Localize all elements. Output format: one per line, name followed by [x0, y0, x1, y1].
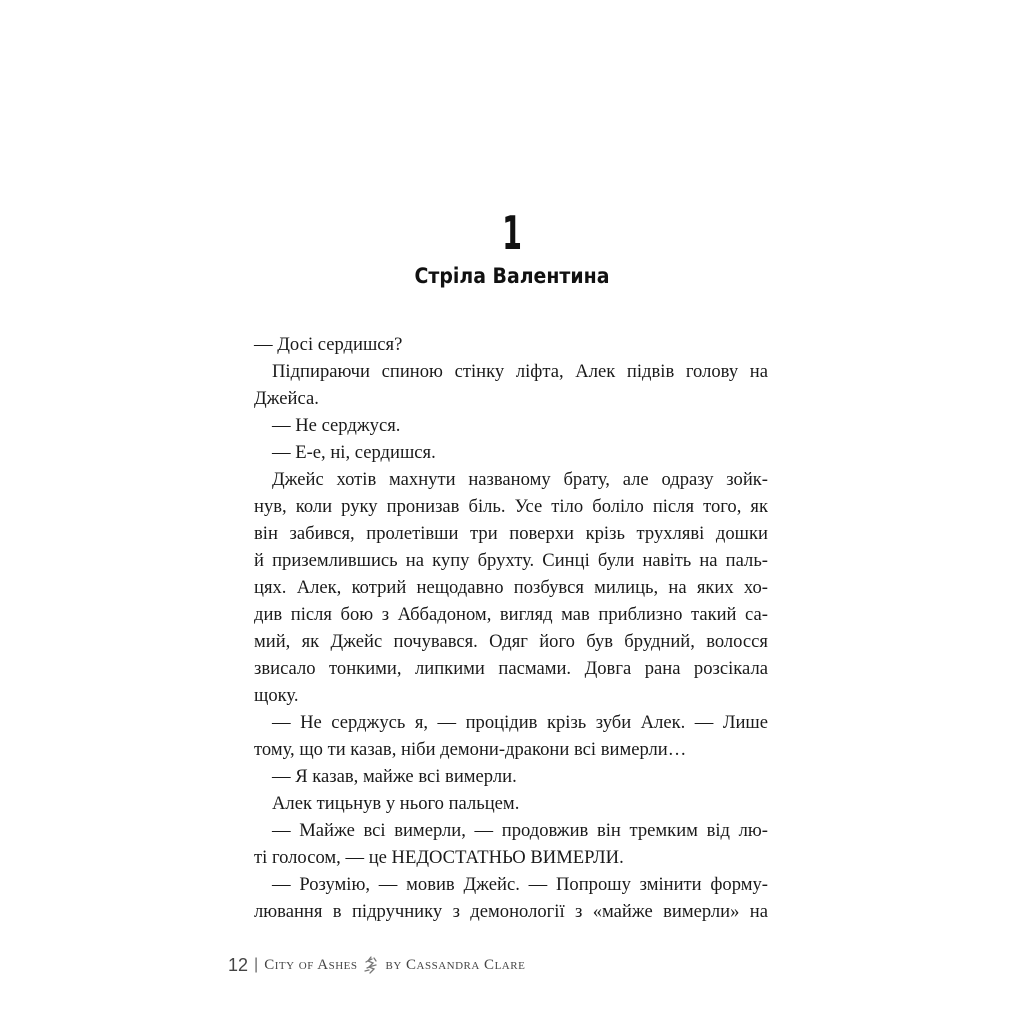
text-line: — Я казав, майже всі вимерли.: [272, 766, 517, 787]
rune-emblem-icon: [363, 956, 379, 974]
book-title: City of Ashes: [264, 957, 358, 973]
page-number: 12: [228, 955, 249, 975]
text-line: — Досі сердишся?: [254, 334, 403, 355]
text-line: Алек тицьнув у нього пальцем.: [272, 793, 520, 814]
chapter-number: 1: [502, 206, 522, 260]
author-name: by Cassandra Clare: [385, 957, 526, 973]
text-line: щоку.: [254, 685, 299, 706]
text-line: — Розумію, — мовив Джейс. — Попрошу змінити форму-: [272, 874, 768, 895]
text-line: — Не серджусь я, — процідив крізь зуби Алек. — Лише: [272, 712, 768, 733]
text-line: й приземлившись на купу брухту. Синці були навіть на паль-: [254, 550, 768, 571]
text-line: лювання в підручнику з демонології з «майже вимерли» на: [254, 901, 768, 922]
text-line: Джейс хотів махнути названому брату, але одразу зойк-: [272, 469, 768, 490]
text-line: — Е-е, ні, сердишся.: [272, 442, 436, 463]
chapter-body: [254, 331, 768, 925]
chapter-title: Стріла Валентина: [414, 264, 610, 288]
text-line: звисало тонкими, липкими пасмами. Довга рана розсікала: [254, 658, 768, 679]
text-line: — Майже всі вимерли, — продовжив він тремким від лю-: [272, 820, 768, 841]
page-footer: [228, 954, 525, 976]
text-line: цях. Алек, котрий нещодавно позбувся милиць, на яких хо-: [254, 577, 768, 598]
text-line: Підпираючи спиною стінку ліфта, Алек підвів голову на: [272, 361, 768, 382]
text-line: — Не серджуся.: [272, 415, 401, 436]
text-line: мий, як Джейс почувався. Одяг його був брудний, волосся: [254, 631, 768, 652]
text-line: він забився, пролетівши три поверхи крізь трухляві дошки: [254, 523, 768, 544]
text-line: ті голосом, — це НЕДОСТАТНЬО ВИМЕРЛИ.: [254, 847, 624, 868]
text-line: див після бою з Аббадоном, вигляд мав приблизно такий са-: [254, 604, 768, 625]
text-line: Джейса.: [254, 388, 319, 409]
text-line: тому, що ти казав, ніби демони-дракони всі вимерли…: [254, 739, 687, 760]
footer-separator: |: [254, 956, 259, 973]
text-line: нув, коли руку пронизав біль. Усе тіло боліло після того, як: [254, 496, 768, 517]
